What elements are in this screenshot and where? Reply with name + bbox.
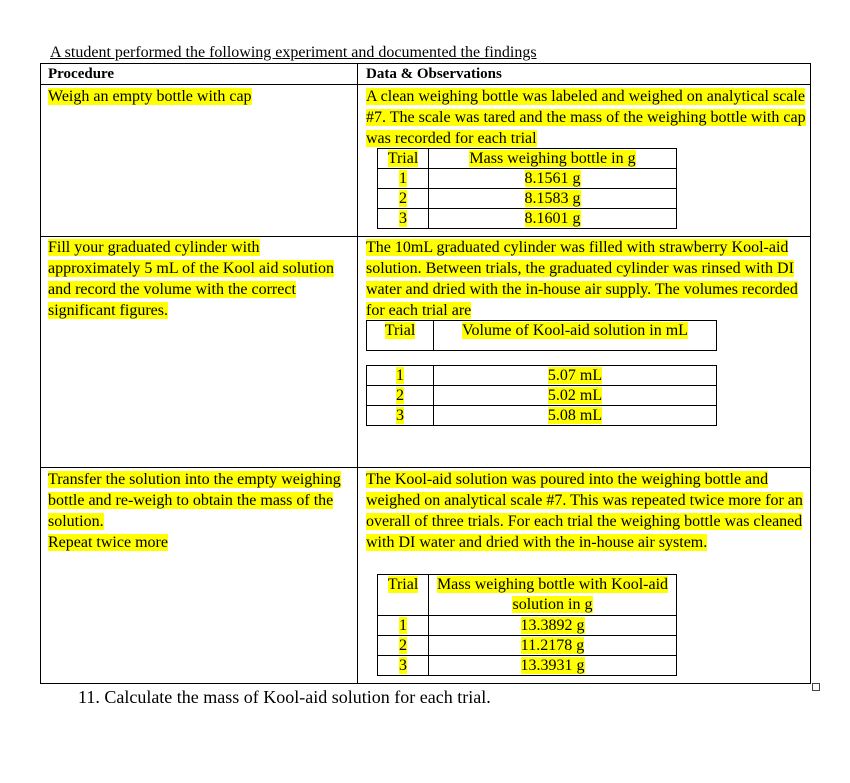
table-row: 1 5.07 mL bbox=[367, 366, 717, 386]
table-row bbox=[378, 575, 677, 616]
mass-column-header: Mass weighing bottle with Kool-aid solution in g bbox=[436, 576, 669, 613]
row1-procedure: Weigh an empty bottle with cap bbox=[48, 88, 252, 105]
table-row bbox=[367, 351, 717, 366]
trial-column-header: Trial bbox=[384, 322, 416, 339]
trial-column-header: Trial bbox=[387, 576, 419, 593]
document-title: A student performed the following experiment and documented the findings bbox=[50, 44, 537, 61]
column-divider bbox=[357, 63, 358, 684]
trial-column-header: Trial bbox=[387, 150, 419, 167]
table-row bbox=[367, 321, 717, 351]
mass-column-header: Mass weighing bottle in g bbox=[469, 150, 636, 167]
row2-procedure: Fill your graduated cylinder with approximately 5 mL of the Kool aid solution and record the volume with the correct significant figures. bbox=[48, 239, 335, 319]
question-text: 11. Calculate the mass of Kool-aid solution for each trial. bbox=[78, 687, 491, 707]
table-row: 3 8.1601 g bbox=[378, 209, 677, 229]
row3-procedure: Transfer the solution into the empty weighing bottle and re-weigh to obtain the mass of the solution. Repeat twice more bbox=[48, 471, 341, 551]
table-row: 2 8.1583 g bbox=[378, 189, 677, 209]
row1-observation: A clean weighing bottle was labeled and weighed on analytical scale #7. The scale was tared and the mass of the weighing bottle with cap was recorded for each trial bbox=[366, 88, 806, 147]
table-row: 2 11.2178 g bbox=[378, 636, 677, 656]
table-row: 1 13.3892 g bbox=[378, 616, 677, 636]
table-resize-handle[interactable] bbox=[812, 683, 820, 691]
procedure-header: Procedure bbox=[48, 66, 115, 82]
row1-data-table bbox=[377, 148, 677, 229]
row2-data-table bbox=[366, 320, 717, 426]
table-row: 3 13.3931 g bbox=[378, 656, 677, 676]
row2-observation: The 10mL graduated cylinder was filled with strawberry Kool-aid solution. Between trials, the graduated cylinder was rinsed with DI water and dried with the in-house air supply. The volumes recorded for each trial are bbox=[366, 239, 798, 319]
row3-observation: The Kool-aid solution was poured into the weighing bottle and weighed on analytical scale #7. This was repeated twice more for an overall of three trials. For each trial the weighing bottle was cleaned with DI water and dried with the in-house air system. bbox=[366, 471, 803, 551]
volume-column-header: Volume of Kool-aid solution in mL bbox=[462, 322, 688, 339]
table-row: 1 8.1561 g bbox=[378, 169, 677, 189]
row3-data-table bbox=[377, 574, 677, 676]
data-header: Data & Observations bbox=[366, 66, 502, 82]
table-row: 2 5.02 mL bbox=[367, 386, 717, 406]
table-bottom-border bbox=[40, 683, 811, 684]
table-left-border bbox=[40, 63, 41, 684]
table-right-border bbox=[810, 63, 811, 684]
table-row bbox=[378, 149, 677, 169]
row2-bottom-border bbox=[40, 467, 811, 468]
table-row: 3 5.08 mL bbox=[367, 406, 717, 426]
